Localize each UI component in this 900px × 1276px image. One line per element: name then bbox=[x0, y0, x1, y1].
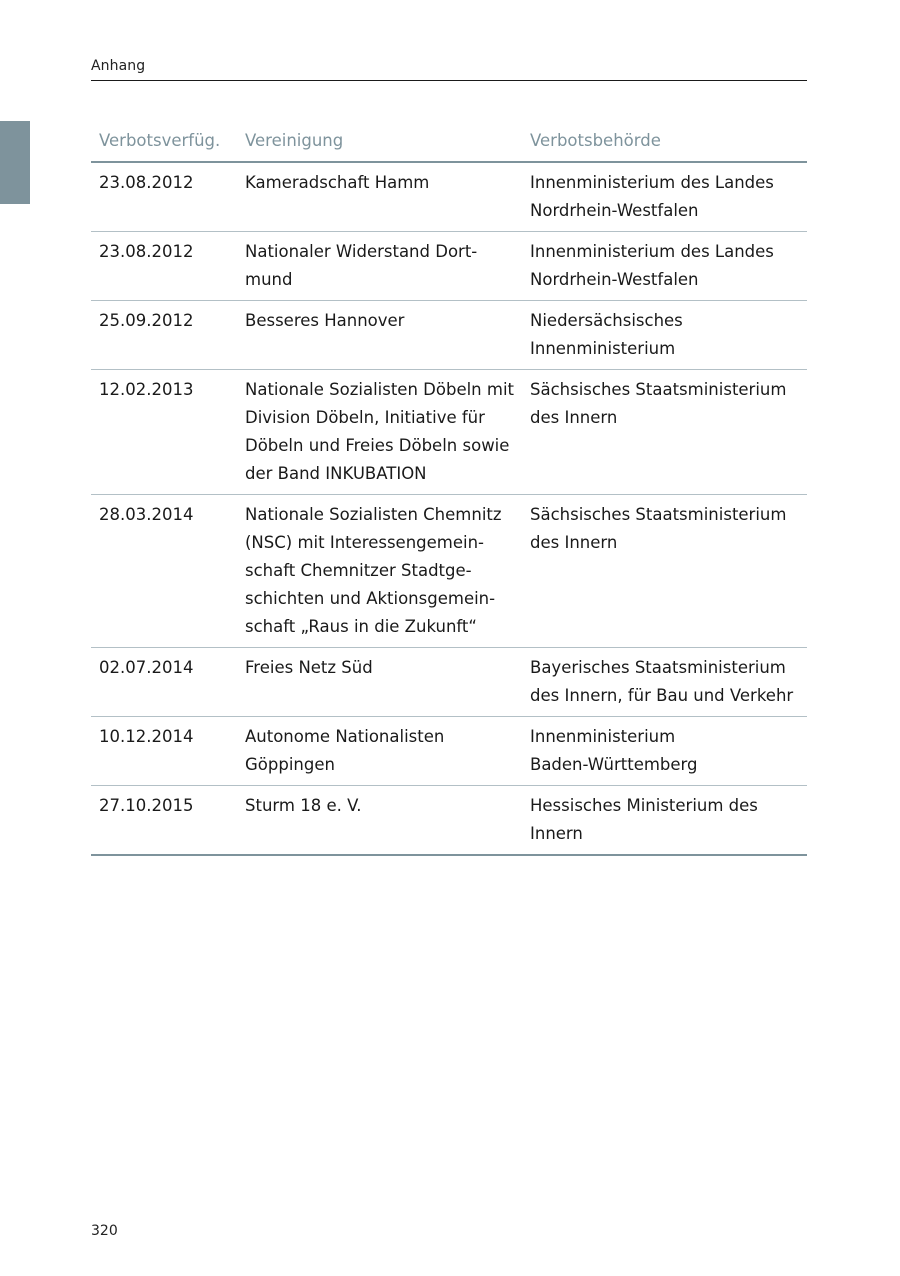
cell-date: 28.03.2014 bbox=[99, 505, 194, 524]
cell-association: Autonome Nationalisten Göppingen bbox=[245, 727, 445, 774]
running-head: Anhang bbox=[91, 58, 146, 74]
chapter-tab-marker bbox=[0, 121, 30, 204]
column-header-association: Vereinigung bbox=[237, 122, 522, 162]
table-row bbox=[91, 301, 807, 370]
column-header-date: Verbotsverfüg. bbox=[91, 122, 237, 162]
table-row bbox=[91, 162, 807, 232]
cell-date: 23.08.2012 bbox=[99, 173, 194, 192]
cell-association: Nationale Sozialisten Döbeln mit Division Döbeln, Initiative für Döbeln und Freies Döbeln sowie der Band INKUBATION bbox=[245, 380, 515, 483]
cell-date: 27.10.2015 bbox=[99, 796, 194, 815]
table-row bbox=[91, 232, 807, 301]
cell-date: 02.07.2014 bbox=[99, 658, 194, 677]
table-row bbox=[91, 786, 807, 856]
cell-authority: Sächsisches Staatsministerium des Innern bbox=[530, 505, 787, 552]
cell-date: 10.12.2014 bbox=[99, 727, 194, 746]
column-header-authority: Verbotsbehörde bbox=[522, 122, 807, 162]
cell-date: 12.02.2013 bbox=[99, 380, 194, 399]
cell-authority: Innenministerium des Landes Nordrhein-Westfalen bbox=[530, 173, 774, 220]
cell-association: Kameradschaft Hamm bbox=[245, 173, 430, 192]
cell-association: Freies Netz Süd bbox=[245, 658, 373, 677]
cell-association: Sturm 18 e. V. bbox=[245, 796, 362, 815]
table-row bbox=[91, 717, 807, 786]
cell-authority: Innenministerium Baden-Württemberg bbox=[530, 727, 698, 774]
header-rule bbox=[91, 80, 807, 81]
page-number: 320 bbox=[91, 1223, 118, 1239]
table-row bbox=[91, 495, 807, 648]
cell-association: Nationaler Widerstand Dort- mund bbox=[245, 242, 478, 289]
table-row bbox=[91, 648, 807, 717]
cell-authority: Bayerisches Staatsministerium des Innern, für Bau und Verkehr bbox=[530, 658, 794, 705]
cell-authority: Sächsisches Staatsministerium des Innern bbox=[530, 380, 787, 427]
cell-authority: Niedersächsisches Innenministerium bbox=[530, 311, 683, 358]
table-header-row bbox=[91, 122, 807, 162]
cell-date: 25.09.2012 bbox=[99, 311, 194, 330]
cell-date: 23.08.2012 bbox=[99, 242, 194, 261]
table-row bbox=[91, 370, 807, 495]
cell-association: Besseres Hannover bbox=[245, 311, 405, 330]
cell-authority: Innenministerium des Landes Nordrhein-Westfalen bbox=[530, 242, 774, 289]
ban-table bbox=[91, 122, 807, 856]
cell-authority: Hessisches Ministerium des Innern bbox=[530, 796, 758, 843]
cell-association: Nationale Sozialisten Chemnitz (NSC) mit Interessengemein- schaft Chemnitzer Stadtge- schichten und Aktionsgemein- schaft „Raus in die Zukunft“ bbox=[245, 505, 502, 636]
